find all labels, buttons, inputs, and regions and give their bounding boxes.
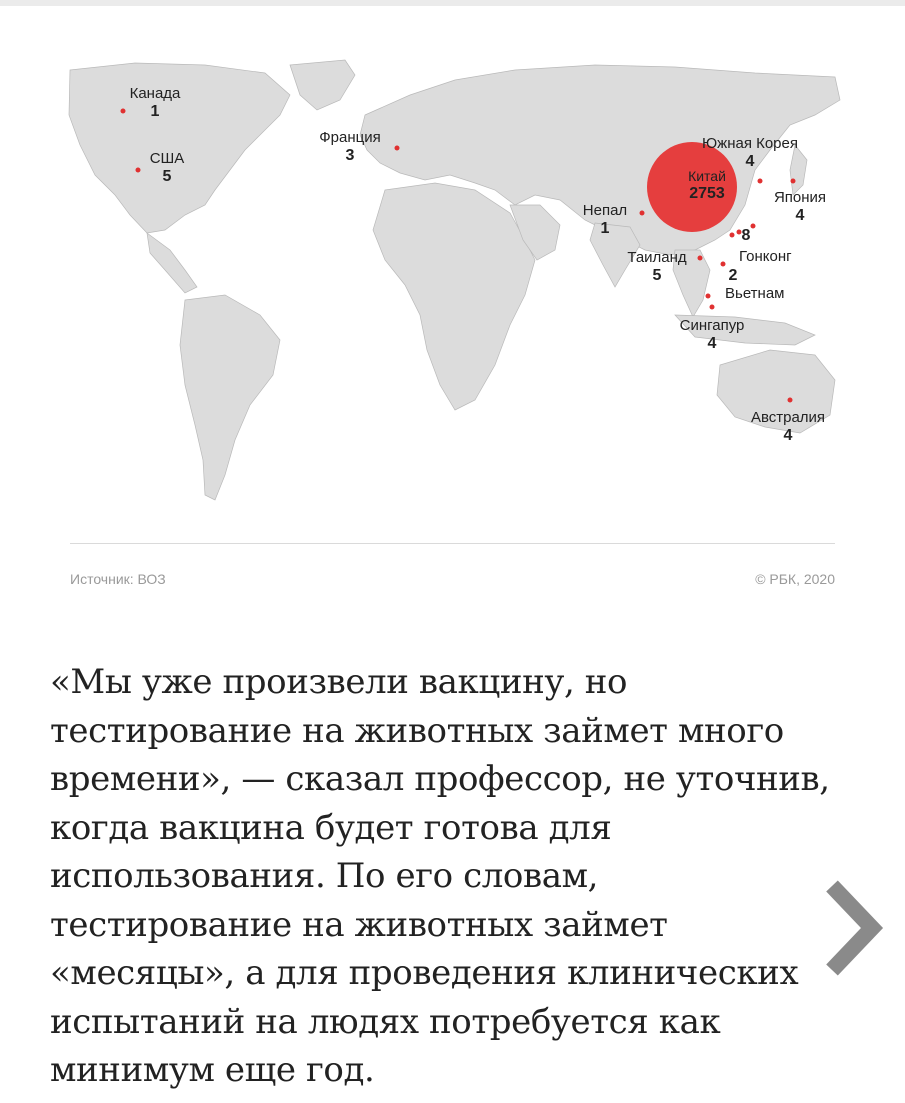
africa-land	[373, 183, 535, 410]
label-usa-name: США	[149, 150, 185, 167]
label-china	[667, 167, 747, 203]
label-hong-kong	[739, 248, 819, 266]
chevron-right-icon	[818, 880, 888, 980]
label-south-korea-name: Южная Корея	[702, 135, 798, 152]
marker-france	[395, 146, 400, 151]
label-japan	[760, 189, 840, 225]
label-canada-value: 1	[150, 103, 160, 120]
label-vietnam-name: Вьетнам	[725, 285, 785, 302]
label-australia-name: Австралия	[750, 409, 826, 426]
marker-australia	[788, 398, 793, 403]
label-france-value: 3	[345, 147, 355, 164]
label-australia-value: 4	[783, 427, 793, 444]
label-usa-value: 5	[162, 168, 172, 185]
label-nepal-name: Непал	[582, 202, 628, 219]
copyright-text: © РБК, 2020	[755, 571, 835, 587]
marker-japan	[791, 179, 796, 184]
marker-south-korea	[758, 179, 763, 184]
label-china-name: Китай	[688, 168, 726, 184]
article-quote: «Мы уже произвели вакцину, но тестирование на животных займет много времени», — сказал профессор, не уточнив, когда вакцина будет готова для использования. По его словам, тестирование на животных займет «месяцы», а для проведения клинических испытаний на людях потребуется как минимум еще год.	[50, 662, 830, 1090]
source-text: Источник: ВОЗ	[70, 571, 166, 587]
south-america-land	[180, 295, 280, 500]
label-thailand-value: 5	[652, 267, 662, 284]
top-divider	[0, 0, 905, 6]
label-hong-kong-name: Гонконг	[739, 248, 792, 265]
label-singapore	[662, 317, 762, 353]
label-hong-kong-value: 8	[741, 227, 751, 244]
label-japan-name: Япония	[773, 189, 827, 206]
world-map	[55, 55, 845, 515]
label-japan-value: 4	[795, 207, 805, 224]
label-canada-name: Канада	[129, 85, 181, 102]
label-thailand	[617, 249, 697, 285]
label-usa	[137, 150, 197, 186]
marker-nepal	[640, 211, 645, 216]
greenland-land	[290, 60, 355, 110]
label-china-value: 2753	[689, 185, 725, 202]
label-hong-kong-value-box	[738, 227, 754, 245]
marker-thailand	[698, 256, 703, 261]
label-canada	[120, 85, 190, 121]
label-nepal	[575, 202, 635, 238]
next-button[interactable]	[818, 880, 888, 980]
label-vietnam-value: 2	[728, 267, 738, 284]
label-south-korea	[700, 135, 800, 171]
label-singapore-name: Сингапур	[679, 317, 745, 334]
label-south-korea-value: 4	[745, 153, 755, 170]
map-footer-divider	[70, 543, 835, 544]
marker-singapore-b	[710, 305, 715, 310]
label-nepal-value: 1	[600, 220, 610, 237]
marker-hong-kong-a	[730, 233, 735, 238]
label-singapore-value: 4	[707, 335, 717, 352]
label-france-name: Франция	[319, 129, 381, 146]
label-vietnam-value-box	[723, 267, 743, 285]
marker-singapore-a	[706, 294, 711, 299]
label-australia	[738, 409, 838, 445]
marker-vietnam	[721, 262, 726, 267]
label-france	[310, 129, 390, 165]
label-vietnam	[725, 285, 805, 303]
central-america-land	[147, 233, 197, 293]
label-thailand-name: Таиланд	[627, 249, 687, 266]
